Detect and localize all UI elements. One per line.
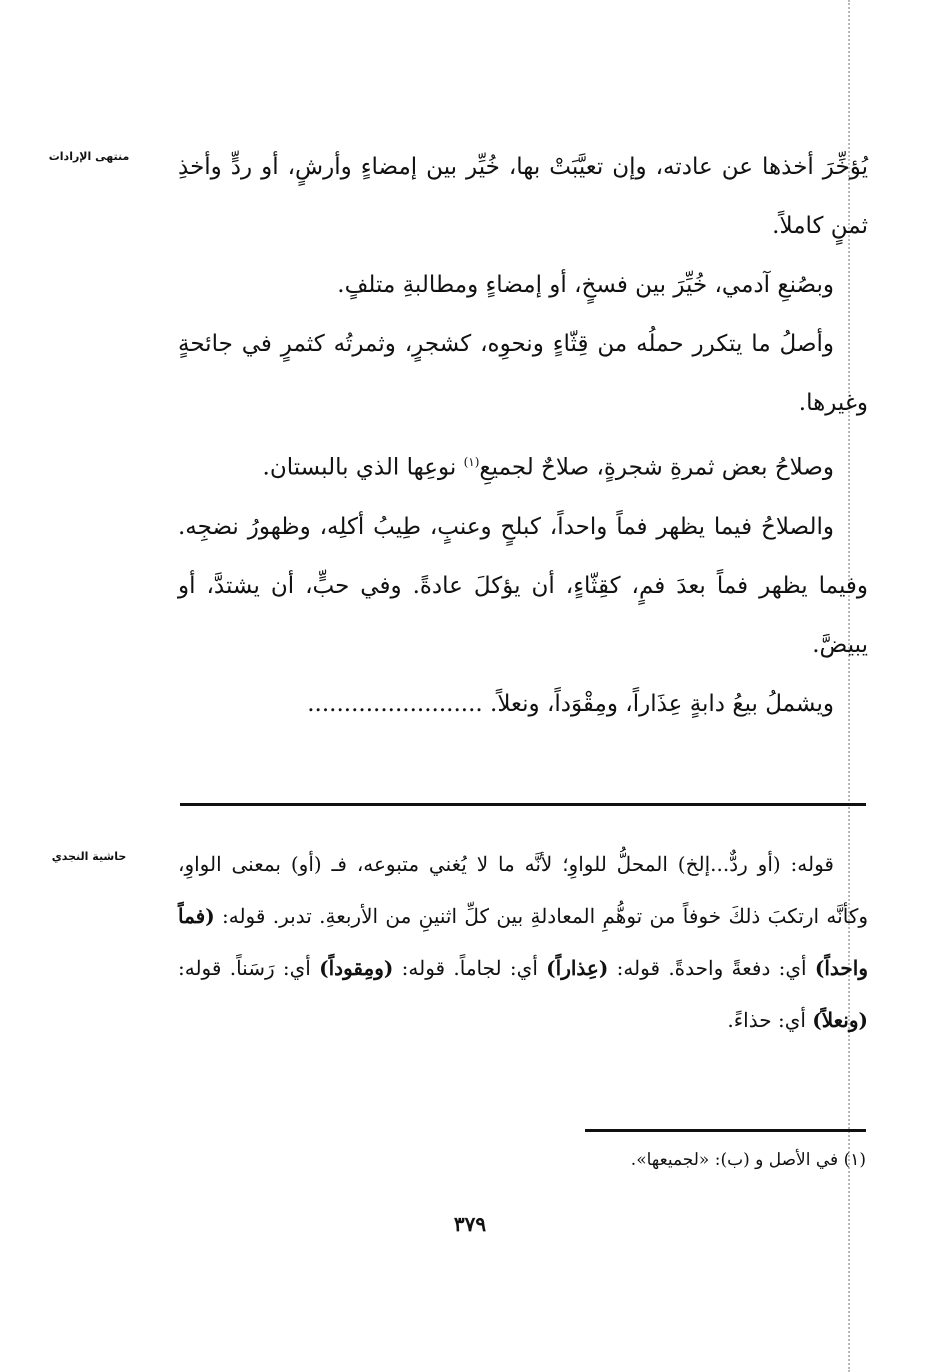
main-paragraph-1: يُؤخِّرَ أخذها عن عادته، وإن تعيَّبَتْ بها، خُيِّر بين إمضاءٍ وأرشٍ، أو ردٍّ وأخذِ ثمنٍ كاملاً. — [178, 154, 868, 239]
main-paragraph-5: والصلاحُ فيما يظهر فماً واحداً، كبلحٍ وعنبٍ، طِيبُ أكلِه، وظهورُ نضجِه. وفيما يظهر فماً بعدَ فمٍ، كقِثّاءٍ، أن يؤكلَ عادةً. وفي حبٍّ، أن يشتدَّ، أو يبيضَّ. — [178, 513, 868, 658]
hashiya-term-1: (فماً واحداً) — [178, 904, 868, 980]
hashiya-text-5: أي: حذاءً. — [727, 1008, 813, 1032]
footnote-reference: (١) — [463, 455, 480, 469]
side-label-main-text: منتهى الإرادات — [48, 150, 130, 163]
main-text-body — [178, 138, 868, 734]
hashiya-text-4: أي: رَسَناً. قوله: — [178, 956, 320, 980]
hashiya-term-2: (عِذاراً) — [546, 956, 609, 980]
hashiya-term-3: (ومِقوداً) — [319, 956, 394, 980]
hashiya-text-3: أي: لجاماً. قوله: — [393, 956, 547, 980]
main-paragraph-4-head: وصلاحُ بعض ثمرةِ شجرةٍ، صلاحٌ لجميعِ — [479, 454, 834, 481]
hashiya-text-2: أي: دفعةً واحدةً. قوله: — [608, 956, 815, 980]
main-paragraph-4 — [178, 433, 868, 498]
main-paragraph-6: ويشملُ بيعُ دابةٍ عِذَاراً، ومِقْوَداً، ونعلاً. ........................ — [307, 690, 834, 717]
main-paragraph-4-tail: نوعِها الذي بالبستان. — [262, 454, 457, 481]
main-paragraph-3: وأصلُ ما يتكرر حملُه من قِثّاءٍ ونحوِه، كشجرٍ، وثمرتُه كثمرٍ في جائحةٍ وغيرها. — [178, 331, 868, 416]
side-label-hashiya: حاشية النجدي — [51, 850, 127, 863]
hashiya-term-4: (ونعلاً) — [812, 1008, 868, 1032]
hashiya-text-1: قوله: (أو ردٌّ...إلخ) المحلُّ للواوِ؛ لأنَّه ما لا يُغني متبوعه، فـ (أو) بمعنى الواوِ، وكأنَّه ارتكبَ ذلكَ خوفاً من توهُّمِ المعادلةِ بين كلِّ اثنينِ من الأربعةِ. تدبر. قوله: — [178, 852, 868, 928]
hashiya-commentary — [178, 838, 868, 1046]
main-paragraph-2: وبصُنعِ آدمي، خُيِّرَ بين فسخٍ، أو إمضاءٍ ومطالبةِ متلفٍ. — [337, 272, 834, 298]
footnote-divider — [585, 1129, 866, 1132]
section-divider — [180, 803, 866, 806]
page-number: ٣٧٩ — [453, 1212, 487, 1236]
footnote: (١) في الأصل و (ب): «لجميعها». — [630, 1150, 866, 1170]
